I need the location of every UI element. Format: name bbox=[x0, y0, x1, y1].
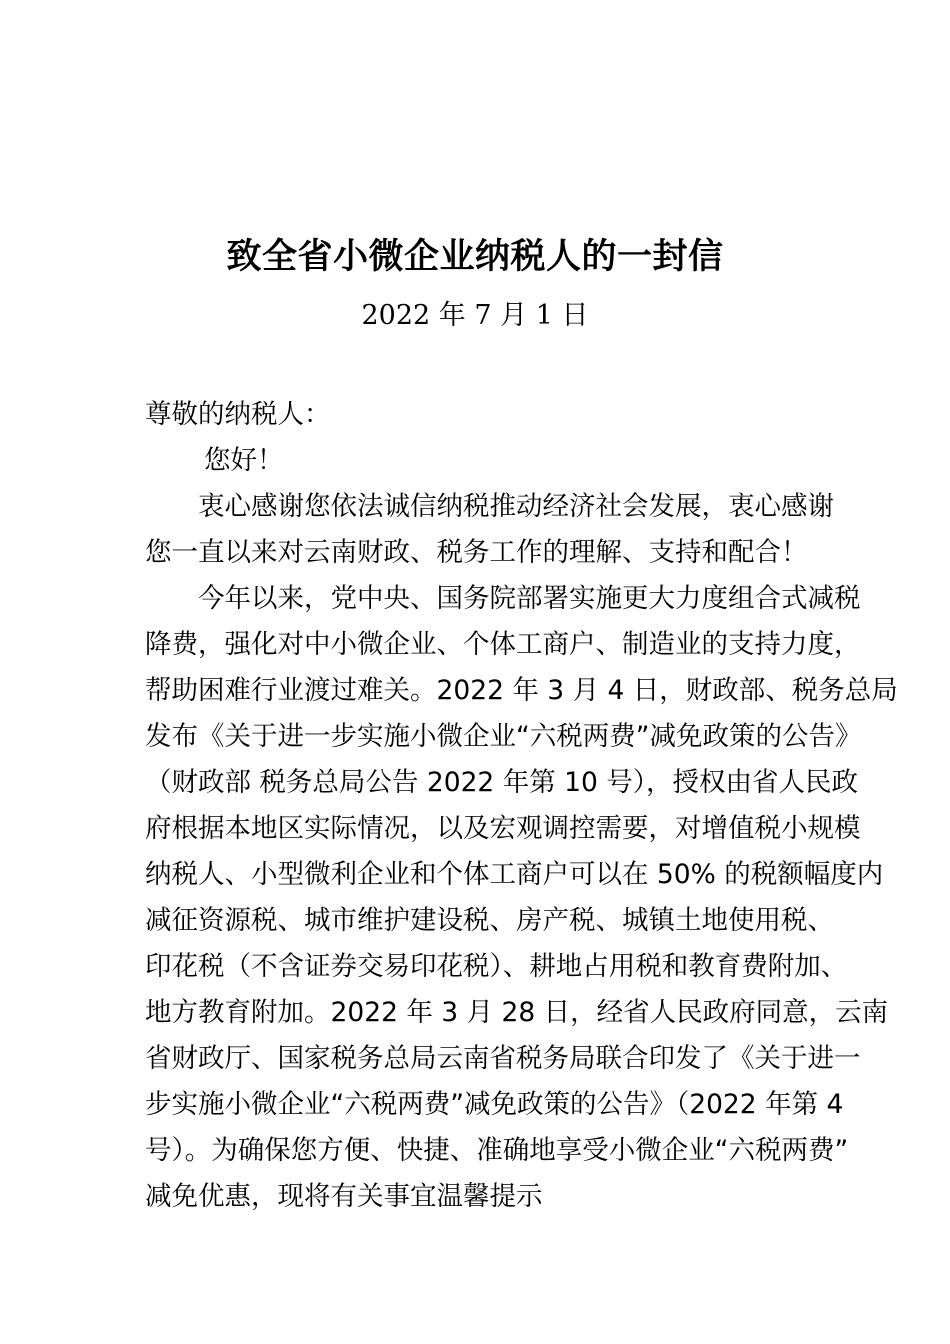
paragraph-line: 步实施小微企业“六税两费”减免政策的公告》（2022 年第 4 bbox=[145, 1089, 844, 1120]
paragraph-line: 今年以来，党中央、国务院部署实施更大力度组合式减税 bbox=[145, 583, 861, 614]
paragraph-line: 地方教育附加。2022 年 3 月 28 日，经省人民政府同意，云南 bbox=[145, 997, 889, 1028]
paragraph-line: 发布《关于进一步实施小微企业“六税两费”减免政策的公告》 bbox=[145, 721, 862, 752]
paragraph-line: 衷心感谢您依法诚信纳税推动经济社会发展，衷心感谢 bbox=[145, 491, 834, 522]
paragraph-line: 降费，强化对中小微企业、个体工商户、制造业的支持力度， bbox=[145, 629, 861, 660]
greeting-line: 尊敬的纳税人： bbox=[145, 399, 331, 430]
paragraph-line: 省财政厅、国家税务总局云南省税务局联合印发了《关于进一 bbox=[145, 1043, 861, 1074]
salutation-line: 您好！ bbox=[151, 445, 284, 476]
document-title: 致全省小微企业纳税人的一封信 bbox=[226, 237, 724, 277]
paragraph-line: 纳税人、小型微利企业和个体工商户可以在 50% 的税额幅度内 bbox=[145, 859, 884, 890]
paragraph-line: 您一直以来对云南财政、税务工作的理解、支持和配合！ bbox=[145, 537, 808, 568]
paragraph-line: 印花税（不含证券交易印花税）、耕地占用税和教育费附加、 bbox=[145, 951, 848, 982]
document-date: 2022 年 7 月 1 日 bbox=[361, 300, 589, 331]
paragraph-line: （财政部 税务总局公告 2022 年第 10 号），授权由省人民政 bbox=[145, 767, 859, 798]
paragraph-line: 减征资源税、城市维护建设税、房产税、城镇土地使用税、 bbox=[145, 905, 834, 936]
paragraph-line: 号）。为确保您方便、快捷、准确地享受小微企业“六税两费” bbox=[145, 1135, 849, 1166]
paragraph-line: 减免优惠，现将有关事宜温馨提示 bbox=[145, 1181, 543, 1212]
paragraph-line: 帮助困难行业渡过难关。2022 年 3 月 4 日，财政部、税务总局 bbox=[145, 675, 898, 706]
paragraph-line: 府根据本地区实际情况，以及宏观调控需要，对增值税小规模 bbox=[145, 813, 861, 844]
